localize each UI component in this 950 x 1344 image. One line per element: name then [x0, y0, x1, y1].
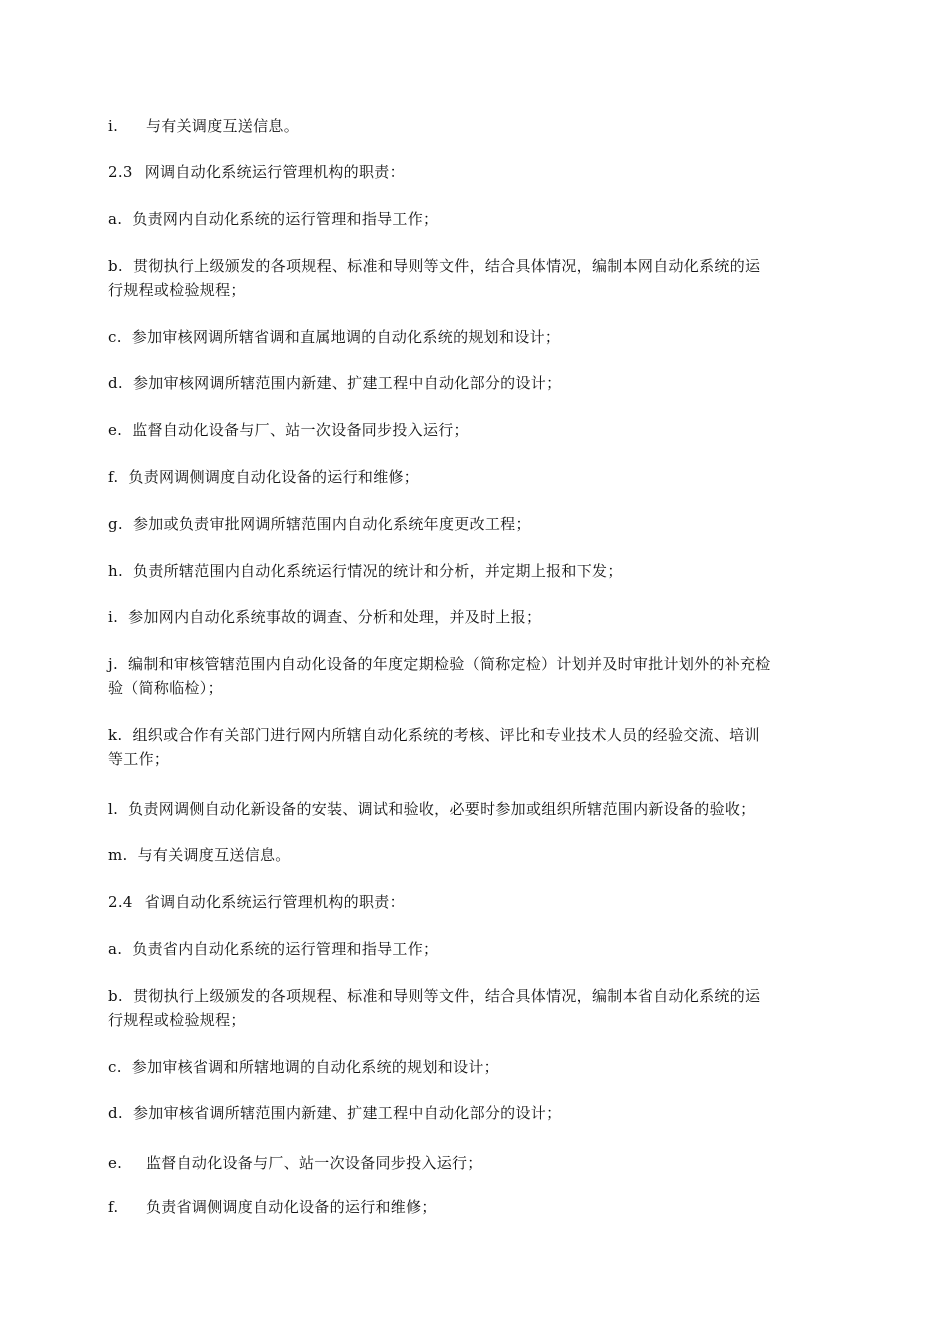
item-text-continuation: 行规程或检验规程；	[108, 281, 246, 299]
item-marker: d.	[108, 374, 123, 392]
item-text: 与有关调度互送信息。	[137, 846, 291, 864]
item-text: 负责省调侧调度自动化设备的运行和维修；	[146, 1198, 437, 1216]
list-item	[108, 418, 848, 442]
item-marker: d.	[108, 1104, 123, 1122]
section-title: 网调自动化系统运行管理机构的职责：	[144, 163, 405, 181]
list-item-continuation	[108, 1008, 848, 1032]
item-text: 负责网调侧调度自动化设备的运行和维修；	[128, 468, 420, 486]
item-text-continuation: 行规程或检验规程；	[108, 1011, 246, 1029]
list-item	[108, 843, 848, 867]
item-text-continuation: 验（简称临检）；	[108, 679, 223, 697]
item-marker: k.	[108, 726, 123, 744]
list-item-continuation	[108, 278, 848, 302]
item-marker: i.	[108, 608, 119, 626]
item-text: 负责所辖范围内自动化系统运行情况的统计和分析，并定期上报和下发；	[133, 562, 623, 580]
item-text: 负责网内自动化系统的运行管理和指导工作；	[132, 210, 439, 228]
item-text: 参加审核网调所辖省调和直属地调的自动化系统的规划和设计；	[131, 328, 561, 346]
list-item	[108, 1101, 848, 1125]
section-heading	[108, 160, 848, 184]
list-item	[108, 797, 848, 821]
item-marker: j.	[108, 655, 119, 673]
item-marker: e.	[108, 1154, 123, 1172]
list-item	[108, 937, 848, 961]
item-text: 参加审核省调所辖范围内新建、扩建工程中自动化部分的设计；	[132, 1104, 562, 1122]
section-title: 省调自动化系统运行管理机构的职责：	[144, 893, 405, 911]
section-number: 2.4	[108, 893, 133, 911]
item-marker: g.	[108, 515, 123, 533]
list-item	[108, 325, 848, 349]
item-text: 与有关调度互送信息。	[146, 117, 300, 135]
item-marker: a.	[108, 940, 123, 958]
list-item	[108, 512, 848, 536]
list-item	[108, 605, 848, 629]
list-item-continuation	[108, 676, 848, 700]
item-text: 参加审核网调所辖范围内新建、扩建工程中自动化部分的设计；	[132, 374, 562, 392]
list-item	[108, 465, 848, 489]
list-item-continuation	[108, 747, 848, 771]
item-text: 组织或合作有关部门进行网内所辖自动化系统的考核、评比和专业技术人员的经验交流、培训	[132, 726, 760, 744]
item-marker: l.	[108, 800, 119, 818]
item-text: 负责省内自动化系统的运行管理和指导工作；	[132, 940, 439, 958]
list-item	[108, 1151, 848, 1175]
item-marker: c.	[108, 328, 122, 346]
list-item	[108, 984, 848, 1008]
item-marker: e.	[108, 421, 123, 439]
list-item	[108, 114, 848, 138]
list-item	[108, 371, 848, 395]
list-item	[108, 207, 848, 231]
item-marker: f.	[108, 1198, 119, 1216]
item-text-continuation: 等工作；	[108, 750, 170, 768]
item-marker: f.	[108, 468, 119, 486]
item-text: 贯彻执行上级颁发的各项规程、标准和导则等文件，结合具体情况，编制本网自动化系统的运	[132, 257, 761, 275]
item-text: 监督自动化设备与厂、站一次设备同步投入运行；	[132, 421, 469, 439]
item-marker: h.	[108, 562, 124, 580]
item-text: 参加或负责审批网调所辖范围内自动化系统年度更改工程；	[132, 515, 531, 533]
section-heading	[108, 890, 848, 914]
list-item	[108, 652, 848, 676]
item-text: 贯彻执行上级颁发的各项规程、标准和导则等文件，结合具体情况，编制本省自动化系统的运	[132, 987, 761, 1005]
section-number: 2.3	[108, 163, 133, 181]
item-marker: a.	[108, 210, 123, 228]
item-text: 参加审核省调和所辖地调的自动化系统的规划和设计；	[131, 1058, 499, 1076]
item-marker: c.	[108, 1058, 122, 1076]
item-text: 负责网调侧自动化新设备的安装、调试和验收，必要时参加或组织所辖范围内新设备的验收；	[128, 800, 756, 818]
item-marker: m.	[108, 846, 128, 864]
item-marker: b.	[108, 257, 123, 275]
list-item	[108, 1195, 848, 1219]
item-text: 监督自动化设备与厂、站一次设备同步投入运行；	[146, 1154, 483, 1172]
item-text: 参加网内自动化系统事故的调查、分析和处理，并及时上报；	[128, 608, 542, 626]
list-item	[108, 1055, 848, 1079]
list-item	[108, 254, 848, 278]
list-item	[108, 559, 848, 583]
list-item	[108, 723, 848, 747]
item-text: 编制和审核管辖范围内自动化设备的年度定期检验（简称定检）计划并及时审批计划外的补充检	[128, 655, 771, 673]
item-marker: i.	[108, 117, 119, 135]
item-marker: b.	[108, 987, 123, 1005]
